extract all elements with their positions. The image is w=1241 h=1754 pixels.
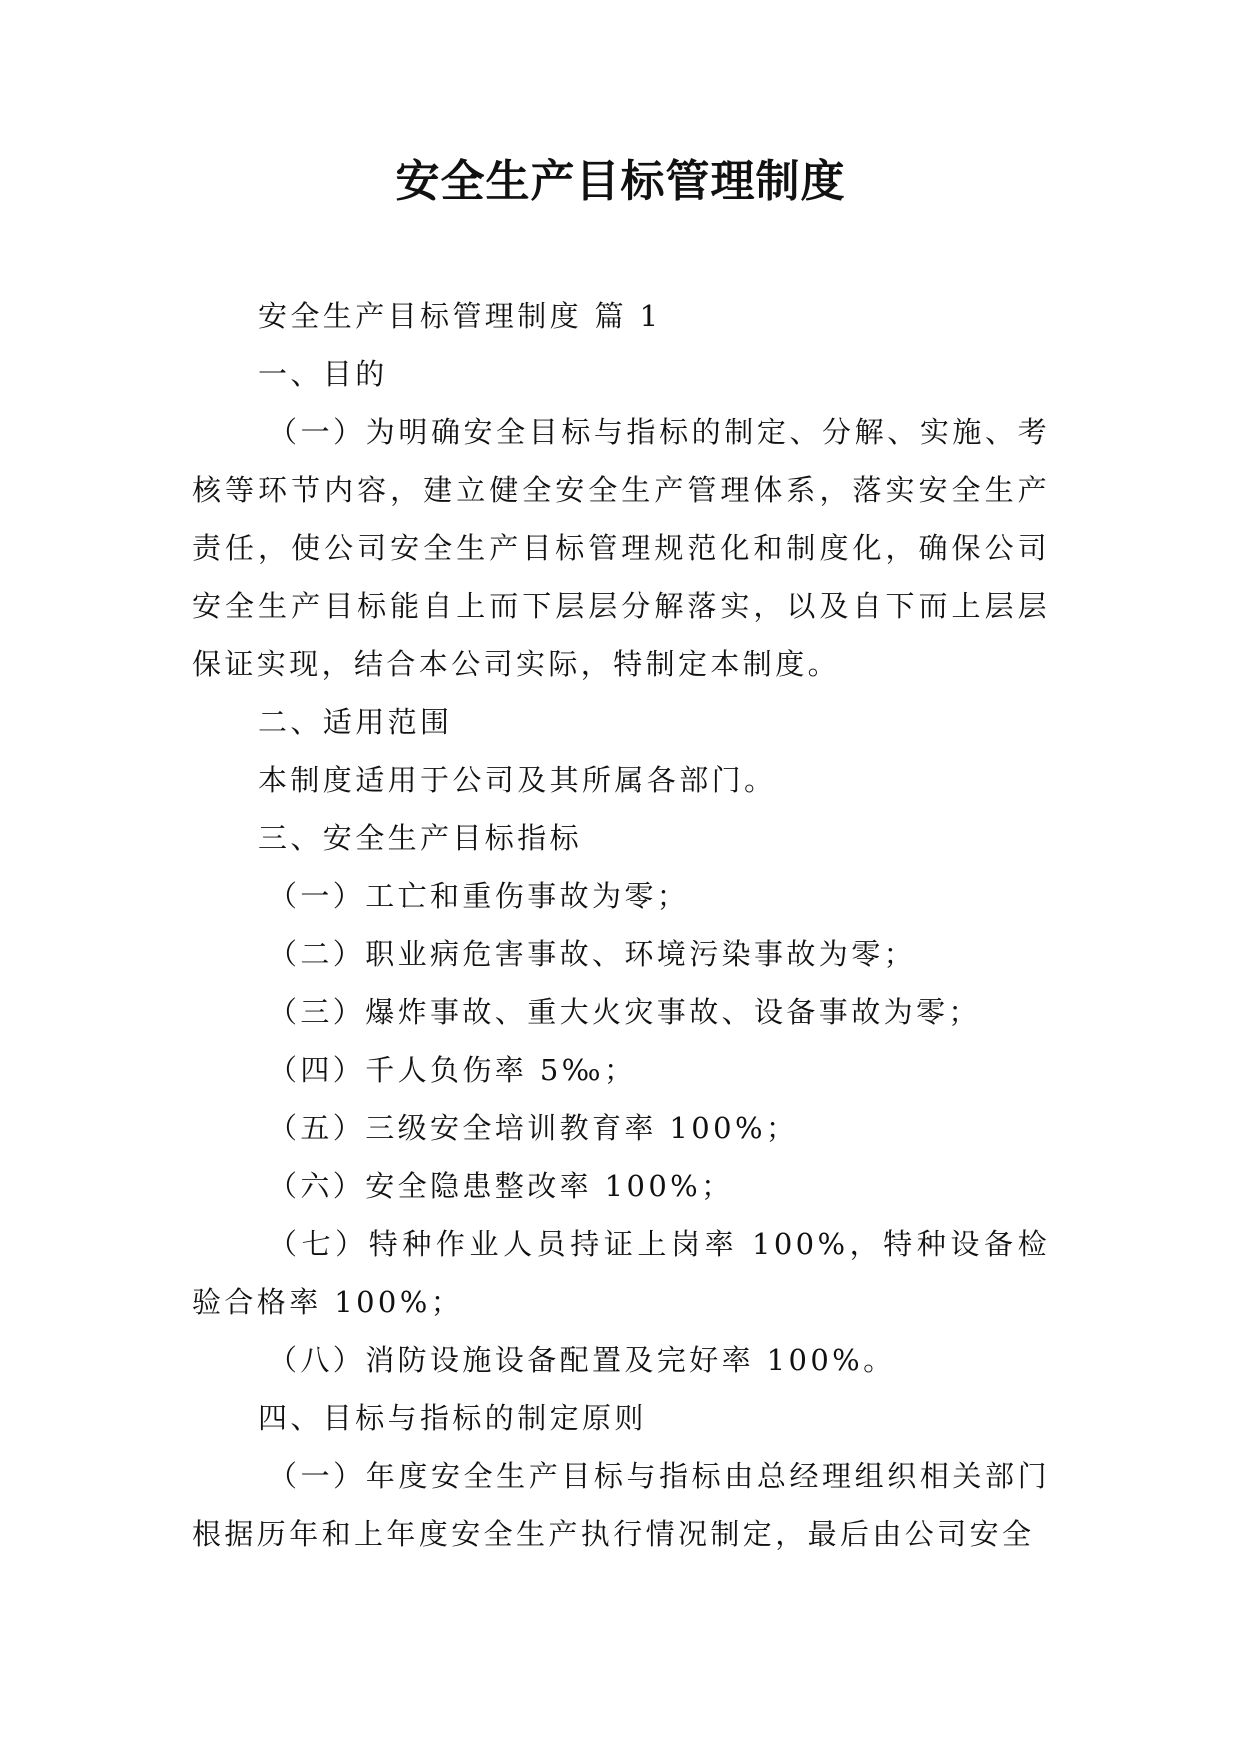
paragraph: （一）为明确安全目标与指标的制定、分解、实施、考核等环节内容，建立健全安全生产管理体系，落实安全生产责任，使公司安全生产目标管理规范化和制度化，确保公司安全生产目标能自上而下层层分解落实，以及自下而上层层保证实现，结合本公司实际，特制定本制度。 (192, 415, 1050, 681)
list-item: （五）三级安全培训教育率 100%； (268, 1111, 799, 1145)
section-heading: 一、目的 (258, 357, 388, 391)
list-item: （七）特种作业人员持证上岗率 100%，特种设备检验合格率 100%； (192, 1227, 1050, 1319)
paragraph: （一）年度安全生产目标与指标由总经理组织相关部门根据历年和上年度安全生产执行情况制定，最后由公司安全 (192, 1459, 1050, 1551)
list-item: （一）工亡和重伤事故为零； (268, 879, 690, 913)
section-heading: 四、目标与指标的制定原则 (258, 1401, 647, 1435)
section-heading: 三、安全生产目标指标 (258, 821, 583, 855)
list-item: （三）爆炸事故、重大火灾事故、设备事故为零； (268, 995, 981, 1029)
list-item: （四）千人负伤率 5‰； (268, 1053, 637, 1087)
section-heading: 安全生产目标管理制度 篇 1 (258, 299, 662, 333)
document-body (192, 287, 1050, 1563)
section-heading: 二、适用范围 (258, 705, 453, 739)
list-item: （六）安全隐患整改率 100%； (268, 1169, 734, 1203)
document-title: 安全生产目标管理制度 (395, 156, 846, 207)
list-item: （二）职业病危害事故、环境污染事故为零； (268, 937, 917, 971)
paragraph: 本制度适用于公司及其所属各部门。 (258, 763, 777, 797)
list-item: （八）消防设施设备配置及完好率 100%。 (268, 1343, 896, 1377)
